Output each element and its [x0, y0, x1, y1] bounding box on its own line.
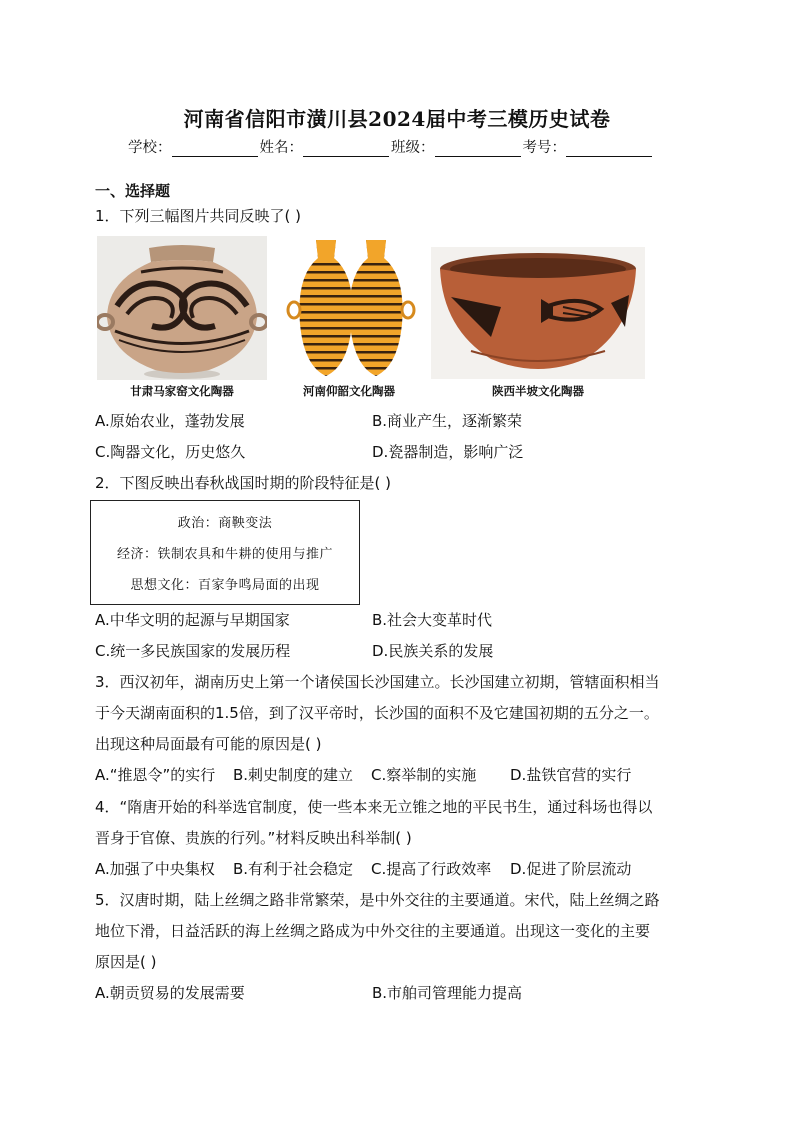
q3-option-d[interactable]: D.盐铁官营的实行	[510, 766, 632, 784]
q3-line-1: 3．西汉初年，湖南历史上第一个诸侯国长沙国建立。长沙国建立初期，管辖面积相当	[95, 673, 660, 691]
class-label: 班级：	[391, 140, 435, 156]
q3-option-b[interactable]: B.刺史制度的建立	[233, 766, 354, 784]
q2-option-a[interactable]: A.中华文明的起源与早期国家	[95, 611, 290, 629]
exam-number-blank[interactable]	[566, 140, 652, 157]
student-info-row	[128, 136, 654, 157]
q2-box-culture: 思想文化：百家争鸣局面的出现	[130, 578, 320, 593]
class-blank[interactable]	[435, 140, 521, 157]
q3-option-c[interactable]: C.察举制的实施	[371, 766, 477, 784]
q5-option-a[interactable]: A.朝贡贸易的发展需要	[95, 984, 245, 1002]
q5-line-1: 5．汉唐时期，陆上丝绸之路非常繁荣，是中外交往的主要通道。宋代，陆上丝绸之路	[95, 891, 660, 909]
name-blank[interactable]	[303, 140, 389, 157]
page-title: 河南省信阳市潢川县2024届中考三模历史试卷	[183, 107, 611, 131]
section-heading: 一、选择题	[95, 182, 171, 200]
school-label: 学校：	[128, 140, 172, 156]
q4-option-b[interactable]: B.有利于社会稳定	[233, 860, 354, 878]
q1-option-d[interactable]: D.瓷器制造，影响广泛	[372, 443, 524, 461]
yangshao-caption: 河南仰韶文化陶器	[303, 384, 395, 398]
majiayao-caption: 甘肃马家窑文化陶器	[130, 384, 234, 398]
q4-option-c[interactable]: C.提高了行政效率	[371, 860, 492, 878]
q4-line-1: 4．“隋唐开始的科举选官制度，使一些本来无立锥之地的平民书生，通过科场也得以	[95, 798, 653, 816]
q3-line-3: 出现这种局面最有可能的原因是( )	[95, 735, 322, 753]
exam-number-label: 考号：	[522, 140, 566, 156]
q5-option-b[interactable]: B.市舶司管理能力提高	[372, 984, 523, 1002]
q1-stem: 1．下列三幅图片共同反映了( )	[95, 207, 302, 225]
q4-option-a[interactable]: A.加强了中央集权	[95, 860, 215, 878]
q4-option-d[interactable]: D.促进了阶层流动	[510, 860, 632, 878]
q2-info-box	[90, 500, 360, 605]
yangshao-pottery-image	[268, 236, 430, 380]
majiayao-pottery-image	[97, 236, 267, 380]
q4-line-2: 晋身于官僚、贵族的行列。”材料反映出科举制( )	[95, 829, 412, 847]
q2-box-economy: 经济：铁制农具和牛耕的使用与推广	[116, 547, 333, 562]
banpo-caption: 陕西半坡文化陶器	[492, 384, 584, 398]
q1-option-a[interactable]: A.原始农业，蓬勃发展	[95, 412, 245, 430]
q2-box-politics: 政治：商鞅变法	[177, 516, 273, 531]
name-label: 姓名：	[259, 140, 303, 156]
banpo-pottery-image	[431, 247, 645, 379]
q2-option-b[interactable]: B.社会大变革时代	[372, 611, 493, 629]
q1-option-b[interactable]: B.商业产生，逐渐繁荣	[372, 412, 523, 430]
q2-stem: 2．下图反映出春秋战国时期的阶段特征是( )	[95, 474, 392, 492]
q3-option-a[interactable]: A.“推恩令”的实行	[95, 766, 216, 784]
q3-line-2: 于今天湖南面积的1.5倍，到了汉平帝时，长沙国的面积不及它建国初期的五分之一。	[95, 704, 659, 722]
q2-option-d[interactable]: D.民族关系的发展	[372, 642, 494, 660]
q5-line-3: 原因是( )	[95, 953, 157, 971]
school-blank[interactable]	[172, 140, 258, 157]
q2-option-c[interactable]: C.统一多民族国家的发展历程	[95, 642, 291, 660]
q1-option-c[interactable]: C.陶器文化，历史悠久	[95, 443, 246, 461]
q5-line-2: 地位下滑，日益活跃的海上丝绸之路成为中外交往的主要通道。出现这一变化的主要	[95, 922, 651, 940]
